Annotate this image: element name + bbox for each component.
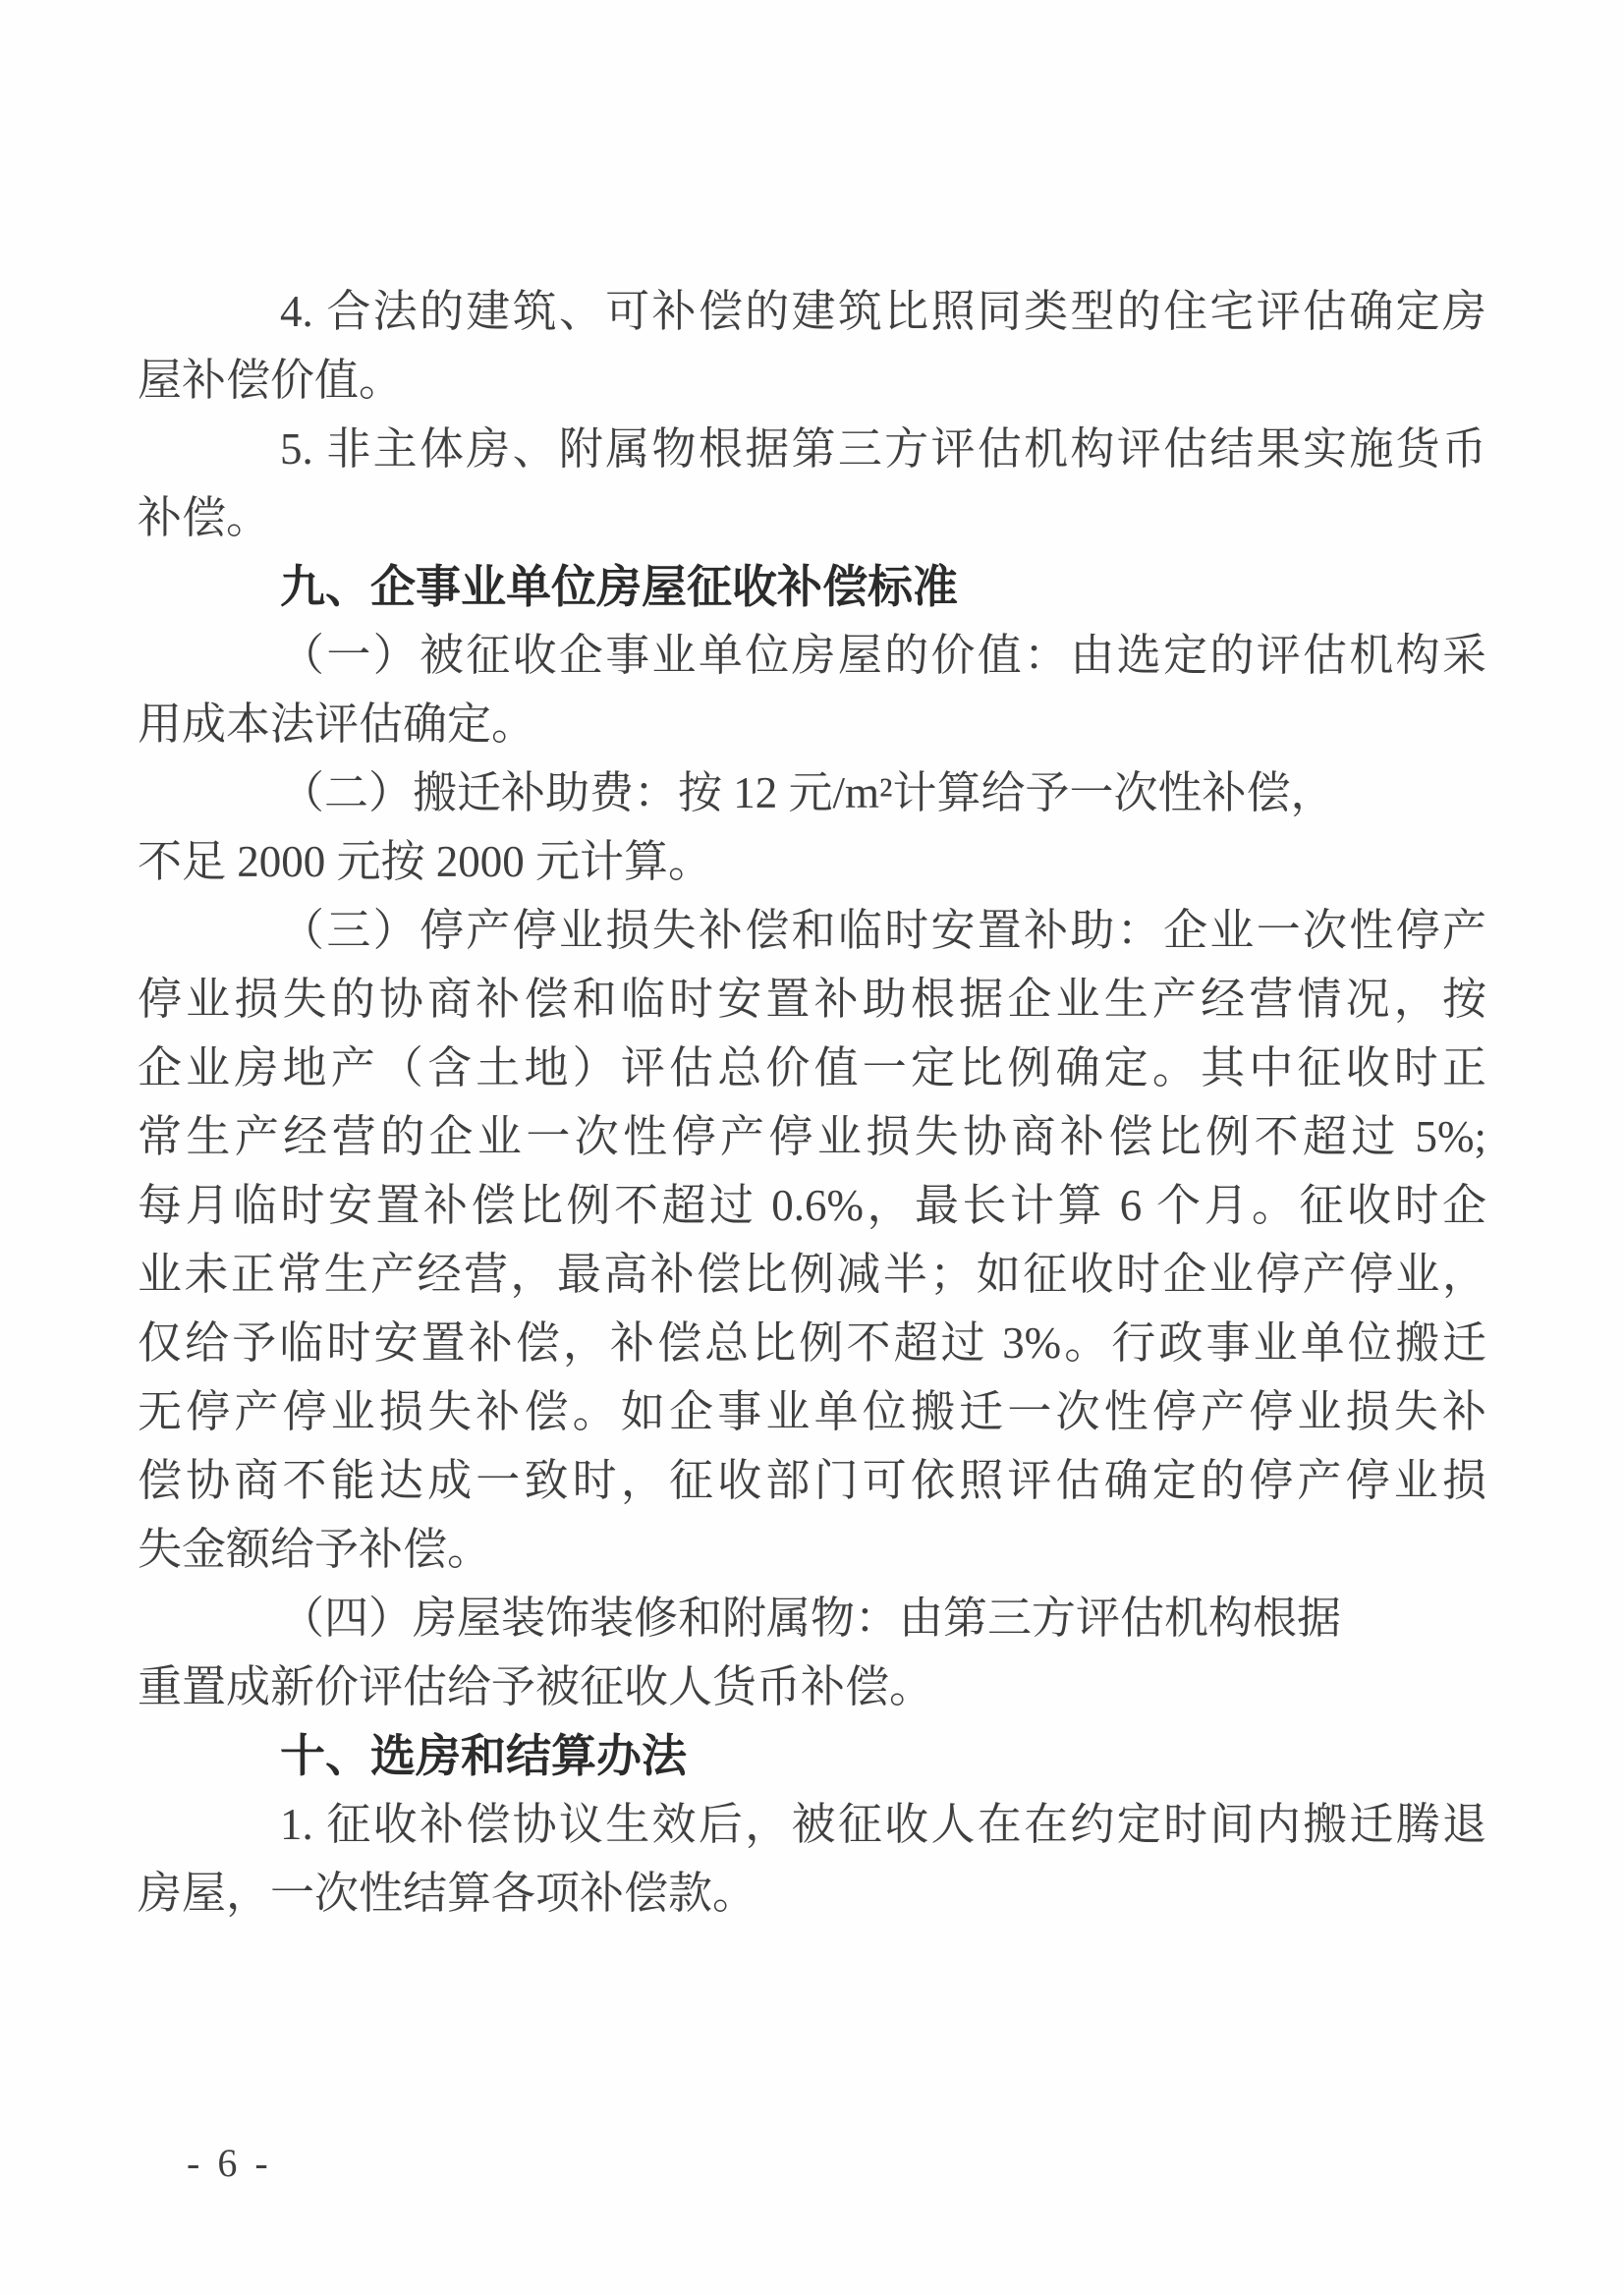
text-line: 不足 2000 元按 2000 元计算。	[138, 837, 713, 886]
text-line: 偿协商不能达成一致时，征收部门可依照评估确定的停产停业损	[138, 1456, 1486, 1505]
text-line: 重置成新价评估给予被征收人货币补偿。	[138, 1662, 934, 1711]
document-body	[138, 277, 1486, 1928]
section-heading-ten: 十、选房和结算办法	[280, 1730, 687, 1781]
text-line: 业未正常生产经营，最高补偿比例减半；如征收时企业停产停业，	[138, 1250, 1486, 1299]
text-line: 屋补偿价值。	[138, 356, 404, 405]
text-line: 每月临时安置补偿比例不超过 0.6%，最长计算 6 个月。征收时企	[138, 1181, 1486, 1230]
text-line: （三）停产停业损失补偿和临时安置补助：企业一次性停产	[280, 906, 1486, 955]
text-line: 1. 征收补偿协议生效后，被征收人在在约定时间内搬迁腾退	[280, 1800, 1486, 1849]
text-line: 4. 合法的建筑、可补偿的建筑比照同类型的住宅评估确定房	[280, 287, 1486, 336]
text-line: 用成本法评估确定。	[138, 700, 536, 749]
text-line: （一）被征收企事业单位房屋的价值：由选定的评估机构采	[280, 631, 1486, 680]
text-line: 补偿。	[138, 493, 271, 542]
text-line: （四）房屋装饰装修和附属物：由第三方评估机构根据	[280, 1594, 1342, 1643]
text-line: 无停产停业损失补偿。如企事业单位搬迁一次性停产停业损失补	[138, 1387, 1486, 1436]
text-line: 5. 非主体房、附属物根据第三方评估机构评估结果实施货币	[280, 424, 1486, 474]
text-line: 房屋，一次性结算各项补偿款。	[138, 1869, 757, 1918]
text-line: （二）搬迁补助费：按 12 元/m²计算给予一次性补偿，	[280, 768, 1335, 817]
text-line: 常生产经营的企业一次性停产停业损失协商补偿比例不超过 5%;	[138, 1112, 1486, 1161]
page-number: - 6 -	[187, 2141, 272, 2185]
text-line: 停业损失的协商补偿和临时安置补助根据企业生产经营情况，按	[138, 975, 1486, 1024]
text-line: 企业房地产（含土地）评估总价值一定比例确定。其中征收时正	[138, 1043, 1486, 1092]
section-heading-nine: 九、企事业单位房屋征收补偿标准	[280, 561, 958, 612]
text-line: 失金额给予补偿。	[138, 1525, 492, 1574]
text-line: 仅给予临时安置补偿，补偿总比例不超过 3%。行政事业单位搬迁	[138, 1318, 1486, 1368]
